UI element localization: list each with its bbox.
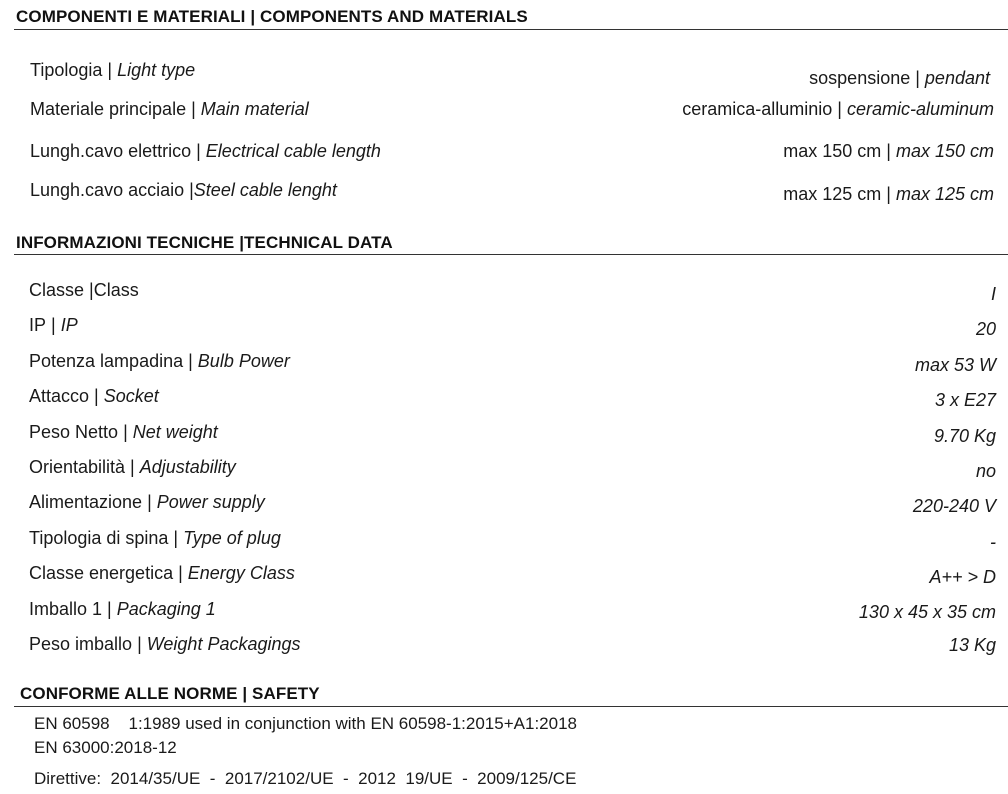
safety-norm-line: EN 63000:2018-12 bbox=[34, 738, 177, 757]
row-label: Imballo 1 | Packaging 1 bbox=[29, 599, 216, 619]
technical-row-plug-type bbox=[0, 528, 1008, 552]
row-value: 220-240 V bbox=[912, 496, 996, 516]
row-label: Attacco | Socket bbox=[29, 386, 159, 406]
row-label: Orientabilità | Adjustability bbox=[29, 457, 236, 477]
row-label: Tipologia di spina | Type of plug bbox=[29, 528, 281, 548]
row-value: max 53 W bbox=[914, 355, 996, 375]
technical-section-title: INFORMAZIONI TECNICHE |TECHNICAL DATA bbox=[16, 233, 393, 252]
row-label: Peso imballo | Weight Packagings bbox=[29, 634, 301, 654]
components-row-light-type bbox=[0, 60, 1008, 88]
row-value: 130 x 45 x 35 cm bbox=[858, 602, 996, 622]
row-label: Lungh.cavo acciaio |Steel cable lenght bbox=[30, 180, 337, 200]
technical-row-energy-class bbox=[0, 563, 1008, 587]
row-label: Classe energetica | Energy Class bbox=[29, 563, 295, 583]
row-value: no bbox=[975, 461, 996, 481]
row-value: A++ > D bbox=[929, 567, 996, 587]
row-label: Classe |Class bbox=[29, 280, 139, 300]
technical-row-net-weight bbox=[0, 422, 1008, 446]
row-value: I bbox=[990, 284, 996, 304]
technical-section-rule bbox=[14, 254, 1008, 255]
technical-row-adjustability bbox=[0, 457, 1008, 481]
row-value: 3 x E27 bbox=[934, 390, 996, 410]
components-row-main-material bbox=[0, 99, 1008, 123]
row-value: 20 bbox=[975, 319, 996, 339]
row-value: sospensione | pendant bbox=[809, 68, 990, 88]
technical-row-packaging bbox=[0, 599, 1008, 623]
technical-row-packaging-weight bbox=[0, 634, 1008, 658]
row-value: max 150 cm | max 150 cm bbox=[783, 141, 994, 161]
technical-row-socket bbox=[0, 386, 1008, 410]
row-value: - bbox=[990, 532, 996, 552]
row-value: 9.70 Kg bbox=[933, 426, 996, 446]
row-label: Lungh.cavo elettrico | Electrical cable length bbox=[30, 141, 381, 161]
row-label: Alimentazione | Power supply bbox=[29, 492, 265, 512]
row-value: 13 Kg bbox=[948, 635, 996, 655]
row-label: Tipologia | Light type bbox=[30, 60, 196, 80]
components-section-title: COMPONENTI E MATERIALI | COMPONENTS AND MATERIALS bbox=[16, 7, 528, 26]
row-label: IP | IP bbox=[29, 315, 78, 335]
components-section-rule bbox=[14, 29, 1008, 30]
row-value: ceramica-alluminio | ceramic-aluminum bbox=[682, 99, 994, 119]
row-label: Peso Netto | Net weight bbox=[29, 422, 218, 442]
safety-section-rule bbox=[14, 706, 1008, 707]
technical-row-ip bbox=[0, 315, 1008, 339]
safety-directives-line: Direttive: 2014/35/UE - 2017/2102/UE - 2012 19/UE - 2009/125/CE bbox=[34, 769, 577, 788]
technical-row-power-supply bbox=[0, 492, 1008, 516]
safety-section-title: CONFORME ALLE NORME | SAFETY bbox=[20, 684, 320, 703]
row-value: max 125 cm | max 125 cm bbox=[783, 184, 994, 204]
safety-norm-line: EN 60598 1:1989 used in conjunction with EN 60598-1:2015+A1:2018 bbox=[34, 714, 577, 733]
components-row-steel-cable bbox=[0, 180, 1008, 204]
row-label: Materiale principale | Main material bbox=[30, 99, 309, 119]
row-label: Potenza lampadina | Bulb Power bbox=[29, 351, 290, 371]
technical-row-bulb-power bbox=[0, 351, 1008, 375]
technical-row-class bbox=[0, 280, 1008, 304]
components-row-electrical-cable bbox=[0, 141, 1008, 165]
